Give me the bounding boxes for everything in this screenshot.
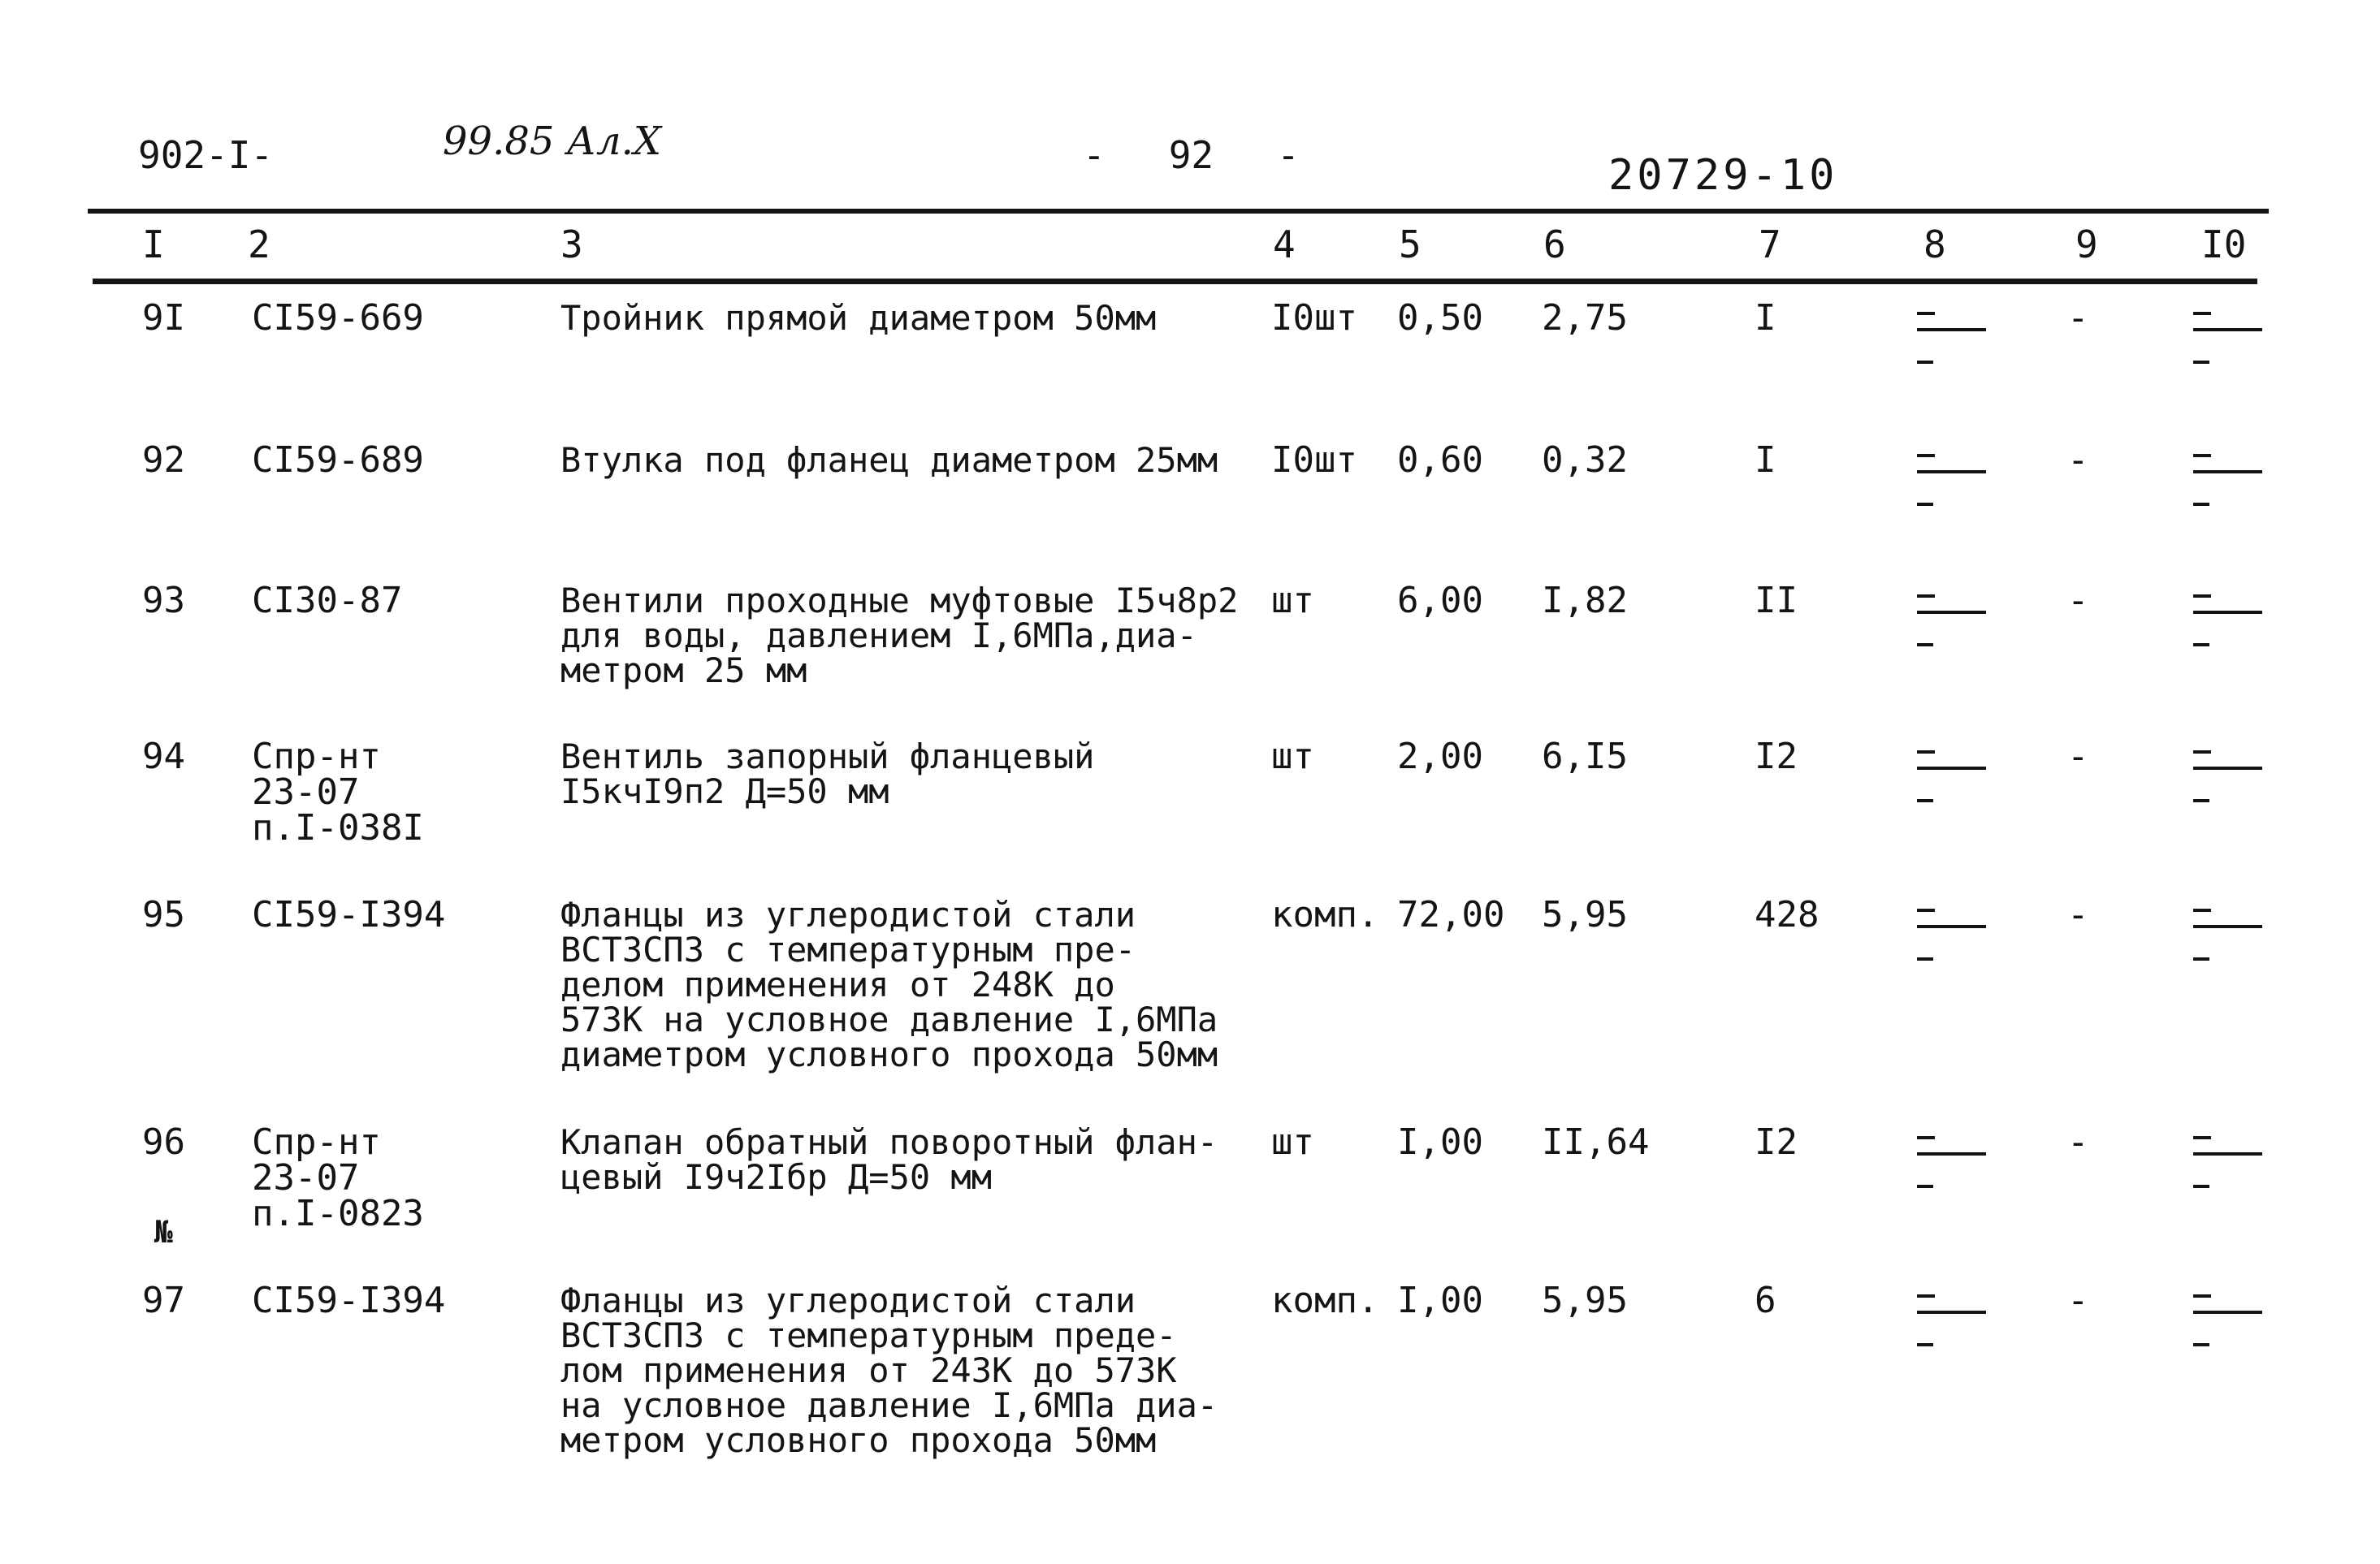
column-header-2: 2: [248, 223, 270, 266]
dash-mark-col10: [2193, 1286, 2274, 1359]
row-col9: -: [2067, 736, 2089, 777]
column-header-10: I0: [2201, 223, 2247, 266]
row-number: 9I: [142, 297, 185, 339]
row-code: CI59-I394: [252, 894, 446, 935]
row-col9: -: [2067, 297, 2089, 339]
row-description: Тройник прямой диаметром 50мм: [560, 298, 1157, 338]
row-quantity: I: [1755, 439, 1776, 481]
row-code: Спр-нт 23-07 п.I-038I: [252, 736, 424, 849]
row-number: 94: [142, 736, 185, 777]
row-description: Клапан обратный поворотный флан- цевый I9ч2Iбр Д=50 мм: [560, 1122, 1218, 1197]
row-price: 0,32: [1542, 439, 1628, 481]
table-top-rule: [88, 209, 2269, 214]
row-norm: 72,00: [1397, 894, 1505, 935]
row-description: Фланцы из углеродистой стали ВСТ3СП3 с температурным пре- делом применения от 248К до 573К на условное давление I,6МПа диаметром условного прохода 50мм: [560, 895, 1218, 1074]
row-description: Вентили проходные муфтовые I5ч8р2 для воды, давлением I,6МПа,диа- метром 25 мм: [560, 581, 1239, 690]
row-number-mark: №: [154, 1214, 173, 1250]
page-number-dash-left: -: [1083, 133, 1106, 177]
row-norm: I,00: [1397, 1121, 1483, 1163]
column-header-1: I: [142, 223, 165, 266]
column-header-9: 9: [2075, 223, 2098, 266]
row-unit: I0шт: [1271, 439, 1357, 481]
row-quantity: I2: [1755, 736, 1798, 777]
dash-mark-col8: [1917, 586, 1998, 659]
row-norm: 0,60: [1397, 439, 1483, 481]
row-col9: -: [2067, 1280, 2089, 1321]
column-header-3: 3: [560, 223, 583, 266]
row-code: CI59-I394: [252, 1280, 446, 1321]
row-code: CI59-669: [252, 297, 424, 339]
column-header-6: 6: [1543, 223, 1566, 266]
row-unit: комп.: [1271, 894, 1379, 935]
row-col9: -: [2067, 580, 2089, 621]
page-number-value: 92: [1168, 133, 1214, 177]
row-price: 5,95: [1542, 1280, 1628, 1321]
page-number: [1019, 133, 1363, 177]
row-description: Фланцы из углеродистой стали ВСТ3СП3 с температурным преде- лом применения от 243К до 573К на условное давление I,6МПа диа- метром условного прохода 50мм: [560, 1281, 1218, 1460]
row-quantity: I2: [1755, 1121, 1798, 1163]
dash-mark-col8: [1917, 446, 1998, 519]
page-number-dash-right: -: [1277, 133, 1300, 177]
row-quantity: 6: [1755, 1280, 1776, 1321]
row-description: Вентиль запорный фланцевый I5кчI9п2 Д=50 мм: [560, 737, 1095, 811]
row-price: I,82: [1542, 580, 1628, 621]
row-number: 93: [142, 580, 185, 621]
dash-mark-col8: [1917, 901, 1998, 974]
dash-mark-col10: [2193, 446, 2274, 519]
row-norm: 0,50: [1397, 297, 1483, 339]
row-price: 5,95: [1542, 894, 1628, 935]
document-number-stamp: 20729-10: [1608, 151, 1838, 200]
row-number: 92: [142, 439, 185, 481]
row-unit: шт: [1271, 580, 1314, 621]
dash-mark-col10: [2193, 901, 2274, 974]
dash-mark-col10: [2193, 304, 2274, 377]
column-header-5: 5: [1399, 223, 1422, 266]
row-unit: шт: [1271, 736, 1314, 777]
column-header-8: 8: [1923, 223, 1946, 266]
row-price: 2,75: [1542, 297, 1628, 339]
row-quantity: II: [1755, 580, 1798, 621]
row-code: Спр-нт 23-07 п.I-0823: [252, 1121, 424, 1234]
document-code-printed: 902-I-: [138, 133, 274, 177]
row-col9: -: [2067, 439, 2089, 481]
row-code: CI30-87: [252, 580, 403, 621]
row-description: Втулка под фланец диаметром 25мм: [560, 440, 1218, 480]
row-number: 97: [142, 1280, 185, 1321]
dash-mark-col10: [2193, 586, 2274, 659]
row-quantity: 428: [1755, 894, 1820, 935]
document-code-handwritten: 99.85 Ал.Х: [443, 119, 662, 164]
dash-mark-col10: [2193, 1128, 2274, 1201]
row-number: 96: [142, 1121, 185, 1163]
row-col9: -: [2067, 1121, 2089, 1163]
row-unit: комп.: [1271, 1280, 1379, 1321]
row-norm: 6,00: [1397, 580, 1483, 621]
row-unit: I0шт: [1271, 297, 1357, 339]
row-unit: шт: [1271, 1121, 1314, 1163]
row-price: II,64: [1542, 1121, 1650, 1163]
table-header-rule: [93, 279, 2257, 284]
row-price: 6,I5: [1542, 736, 1628, 777]
row-quantity: I: [1755, 297, 1776, 339]
row-norm: I,00: [1397, 1280, 1483, 1321]
row-code: CI59-689: [252, 439, 424, 481]
row-col9: -: [2067, 894, 2089, 935]
dash-mark-col8: [1917, 742, 1998, 815]
column-header-7: 7: [1759, 223, 1781, 266]
column-header-4: 4: [1273, 223, 1296, 266]
row-norm: 2,00: [1397, 736, 1483, 777]
dash-mark-col10: [2193, 742, 2274, 815]
document-code: [138, 133, 274, 177]
dash-mark-col8: [1917, 1286, 1998, 1359]
dash-mark-col8: [1917, 304, 1998, 377]
row-number: 95: [142, 894, 185, 935]
dash-mark-col8: [1917, 1128, 1998, 1201]
